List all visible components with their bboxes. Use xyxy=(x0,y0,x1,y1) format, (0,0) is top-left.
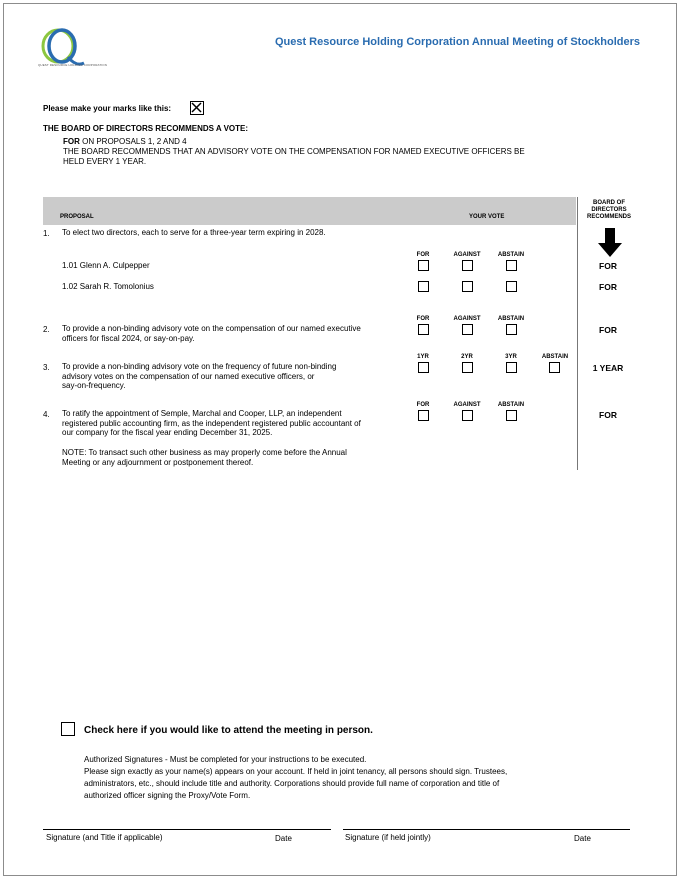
nominee-2-abstain-checkbox[interactable] xyxy=(506,281,517,292)
x-mark-icon xyxy=(191,102,202,113)
proposal-3-number: 3. xyxy=(43,363,50,372)
signature-2-label: Signature (if held jointly) xyxy=(345,833,431,842)
attend-meeting-checkbox[interactable] xyxy=(61,722,75,736)
nominee-2-name: 1.02 Sarah R. Tomolonius xyxy=(62,282,154,291)
proposal-3-abstain-checkbox[interactable] xyxy=(549,362,560,373)
proposal-2-line: To provide a non-binding advisory vote on the compensation of our named executive xyxy=(62,324,361,333)
col-against: AGAINST xyxy=(453,402,481,408)
proposal-3-2yr-checkbox[interactable] xyxy=(462,362,473,373)
proposal-4-text xyxy=(62,409,361,438)
nominee-2-for-checkbox[interactable] xyxy=(418,281,429,292)
proposal-4-number: 4. xyxy=(43,410,50,419)
for-proposals-text: ON PROPOSALS 1, 2 AND 4 xyxy=(79,137,187,146)
proposal-3-1yr-checkbox[interactable] xyxy=(418,362,429,373)
authorized-signatures-text xyxy=(84,754,604,802)
nominee-1-recommendation: FOR xyxy=(599,261,617,271)
note-line: Meeting or any adjournment or postponement thereof. xyxy=(62,457,254,467)
proposal-3-line: To provide a non-binding advisory vote on the frequency of future non-binding xyxy=(62,362,337,371)
col-1yr: 1YR xyxy=(417,354,429,360)
signature-2-line[interactable] xyxy=(343,829,630,830)
board-recommends-title: THE BOARD OF DIRECTORS RECOMMENDS A VOTE: xyxy=(43,124,249,133)
note-text xyxy=(62,448,347,467)
proposal-4-line: registered public accounting firm, as the independent registered public accountant of xyxy=(62,418,361,428)
board-recommends-header xyxy=(580,200,638,221)
proposal-1-number: 1. xyxy=(43,229,50,238)
proposal-4-against-checkbox[interactable] xyxy=(462,410,473,421)
for-word: FOR xyxy=(63,137,80,146)
proposal-1-text: To elect two directors, each to serve for a three-year term expiring in 2028. xyxy=(62,228,326,237)
col-for: FOR xyxy=(416,252,430,258)
auth-line: Authorized Signatures - Must be completed for your instructions to be executed. xyxy=(84,755,367,764)
rec-header-line: BOARD OF xyxy=(593,200,625,206)
your-vote-header: YOUR VOTE xyxy=(469,214,505,220)
proposal-4-for-checkbox[interactable] xyxy=(418,410,429,421)
date-1-label: Date xyxy=(275,834,292,843)
col-2yr: 2YR xyxy=(461,354,473,360)
nominee-1-abstain-checkbox[interactable] xyxy=(506,260,517,271)
proposal-2-abstain-checkbox[interactable] xyxy=(506,324,517,335)
col-abstain: ABSTAIN xyxy=(497,316,525,322)
proposal-3-3yr-checkbox[interactable] xyxy=(506,362,517,373)
col-for: FOR xyxy=(416,402,430,408)
nominee-2-recommendation: FOR xyxy=(599,282,617,292)
page-frame xyxy=(3,3,677,876)
col-3yr: 3YR xyxy=(505,354,517,360)
signature-1-label: Signature (and Title if applicable) xyxy=(46,833,163,842)
proposal-3-line: say-on-frequency. xyxy=(62,381,126,390)
proposal-2-line: officers for fiscal 2024, or say-on-pay. xyxy=(62,333,195,343)
auth-line: authorized officer signing the Proxy/Vote Form. xyxy=(84,791,251,800)
advisory-line-1: THE BOARD RECOMMENDS THAT AN ADVISORY VOTE ON THE COMPENSATION FOR NAMED EXECUTIVE OFFICERS BE xyxy=(63,147,525,156)
auth-line: administrators, etc., should include title and authority. Corporations should provide full name of corporation and title of xyxy=(84,779,500,788)
proposal-2-recommendation: FOR xyxy=(599,325,617,335)
for-proposals-line xyxy=(63,137,187,146)
proposal-4-recommendation: FOR xyxy=(599,410,617,420)
proposal-2-number: 2. xyxy=(43,325,50,334)
rec-header-line: RECOMMENDS xyxy=(586,214,631,220)
col-against: AGAINST xyxy=(453,252,481,258)
signature-1-line[interactable] xyxy=(43,829,331,830)
proposal-header: PROPOSAL xyxy=(60,214,94,220)
nominee-1-for-checkbox[interactable] xyxy=(418,260,429,271)
col-abstain: ABSTAIN xyxy=(497,252,525,258)
rec-header-line: DIRECTORS xyxy=(591,207,627,213)
auth-line: Please sign exactly as your name(s) appears on your account. If held in joint tenancy, all persons should sign. Trustees, xyxy=(84,767,508,776)
proposal-2-text xyxy=(62,324,361,343)
nominee-1-name: 1.01 Glenn A. Culpepper xyxy=(62,261,150,270)
proposal-4-abstain-checkbox[interactable] xyxy=(506,410,517,421)
date-2-label: Date xyxy=(574,834,591,843)
proposal-2-for-checkbox[interactable] xyxy=(418,324,429,335)
col-abstain: ABSTAIN xyxy=(497,402,525,408)
example-mark-box xyxy=(190,101,204,115)
col-abstain: ABSTAIN xyxy=(541,354,569,360)
page-title: Quest Resource Holding Corporation Annual Meeting of Stockholders xyxy=(274,36,640,48)
col-for: FOR xyxy=(416,316,430,322)
logo-subtext: QUEST RESOURCE HOLDING CORPORATION xyxy=(38,63,107,67)
advisory-line-2: HELD EVERY 1 YEAR. xyxy=(63,157,147,166)
table-header-band xyxy=(43,197,576,225)
note-line: NOTE: To transact such other business as may properly come before the Annual xyxy=(62,448,347,457)
proposal-3-recommendation: 1 YEAR xyxy=(592,363,624,373)
marks-instruction: Please make your marks like this: xyxy=(43,104,172,113)
proposal-4-line: To ratify the appointment of Semple, Marchal and Cooper, LLP, an independent xyxy=(62,409,342,418)
nominee-2-against-checkbox[interactable] xyxy=(462,281,473,292)
nominee-1-against-checkbox[interactable] xyxy=(462,260,473,271)
attend-meeting-label: Check here if you would like to attend the meeting in person. xyxy=(84,725,373,736)
down-arrow-icon xyxy=(597,228,623,258)
proposal-4-line: our company for the fiscal year ending December 31, 2025. xyxy=(62,428,273,437)
proposal-2-against-checkbox[interactable] xyxy=(462,324,473,335)
col-against: AGAINST xyxy=(453,316,481,322)
proposal-3-text xyxy=(62,362,336,391)
proposal-3-line: advisory votes on the compensation of our named executive officers, or xyxy=(62,371,315,381)
